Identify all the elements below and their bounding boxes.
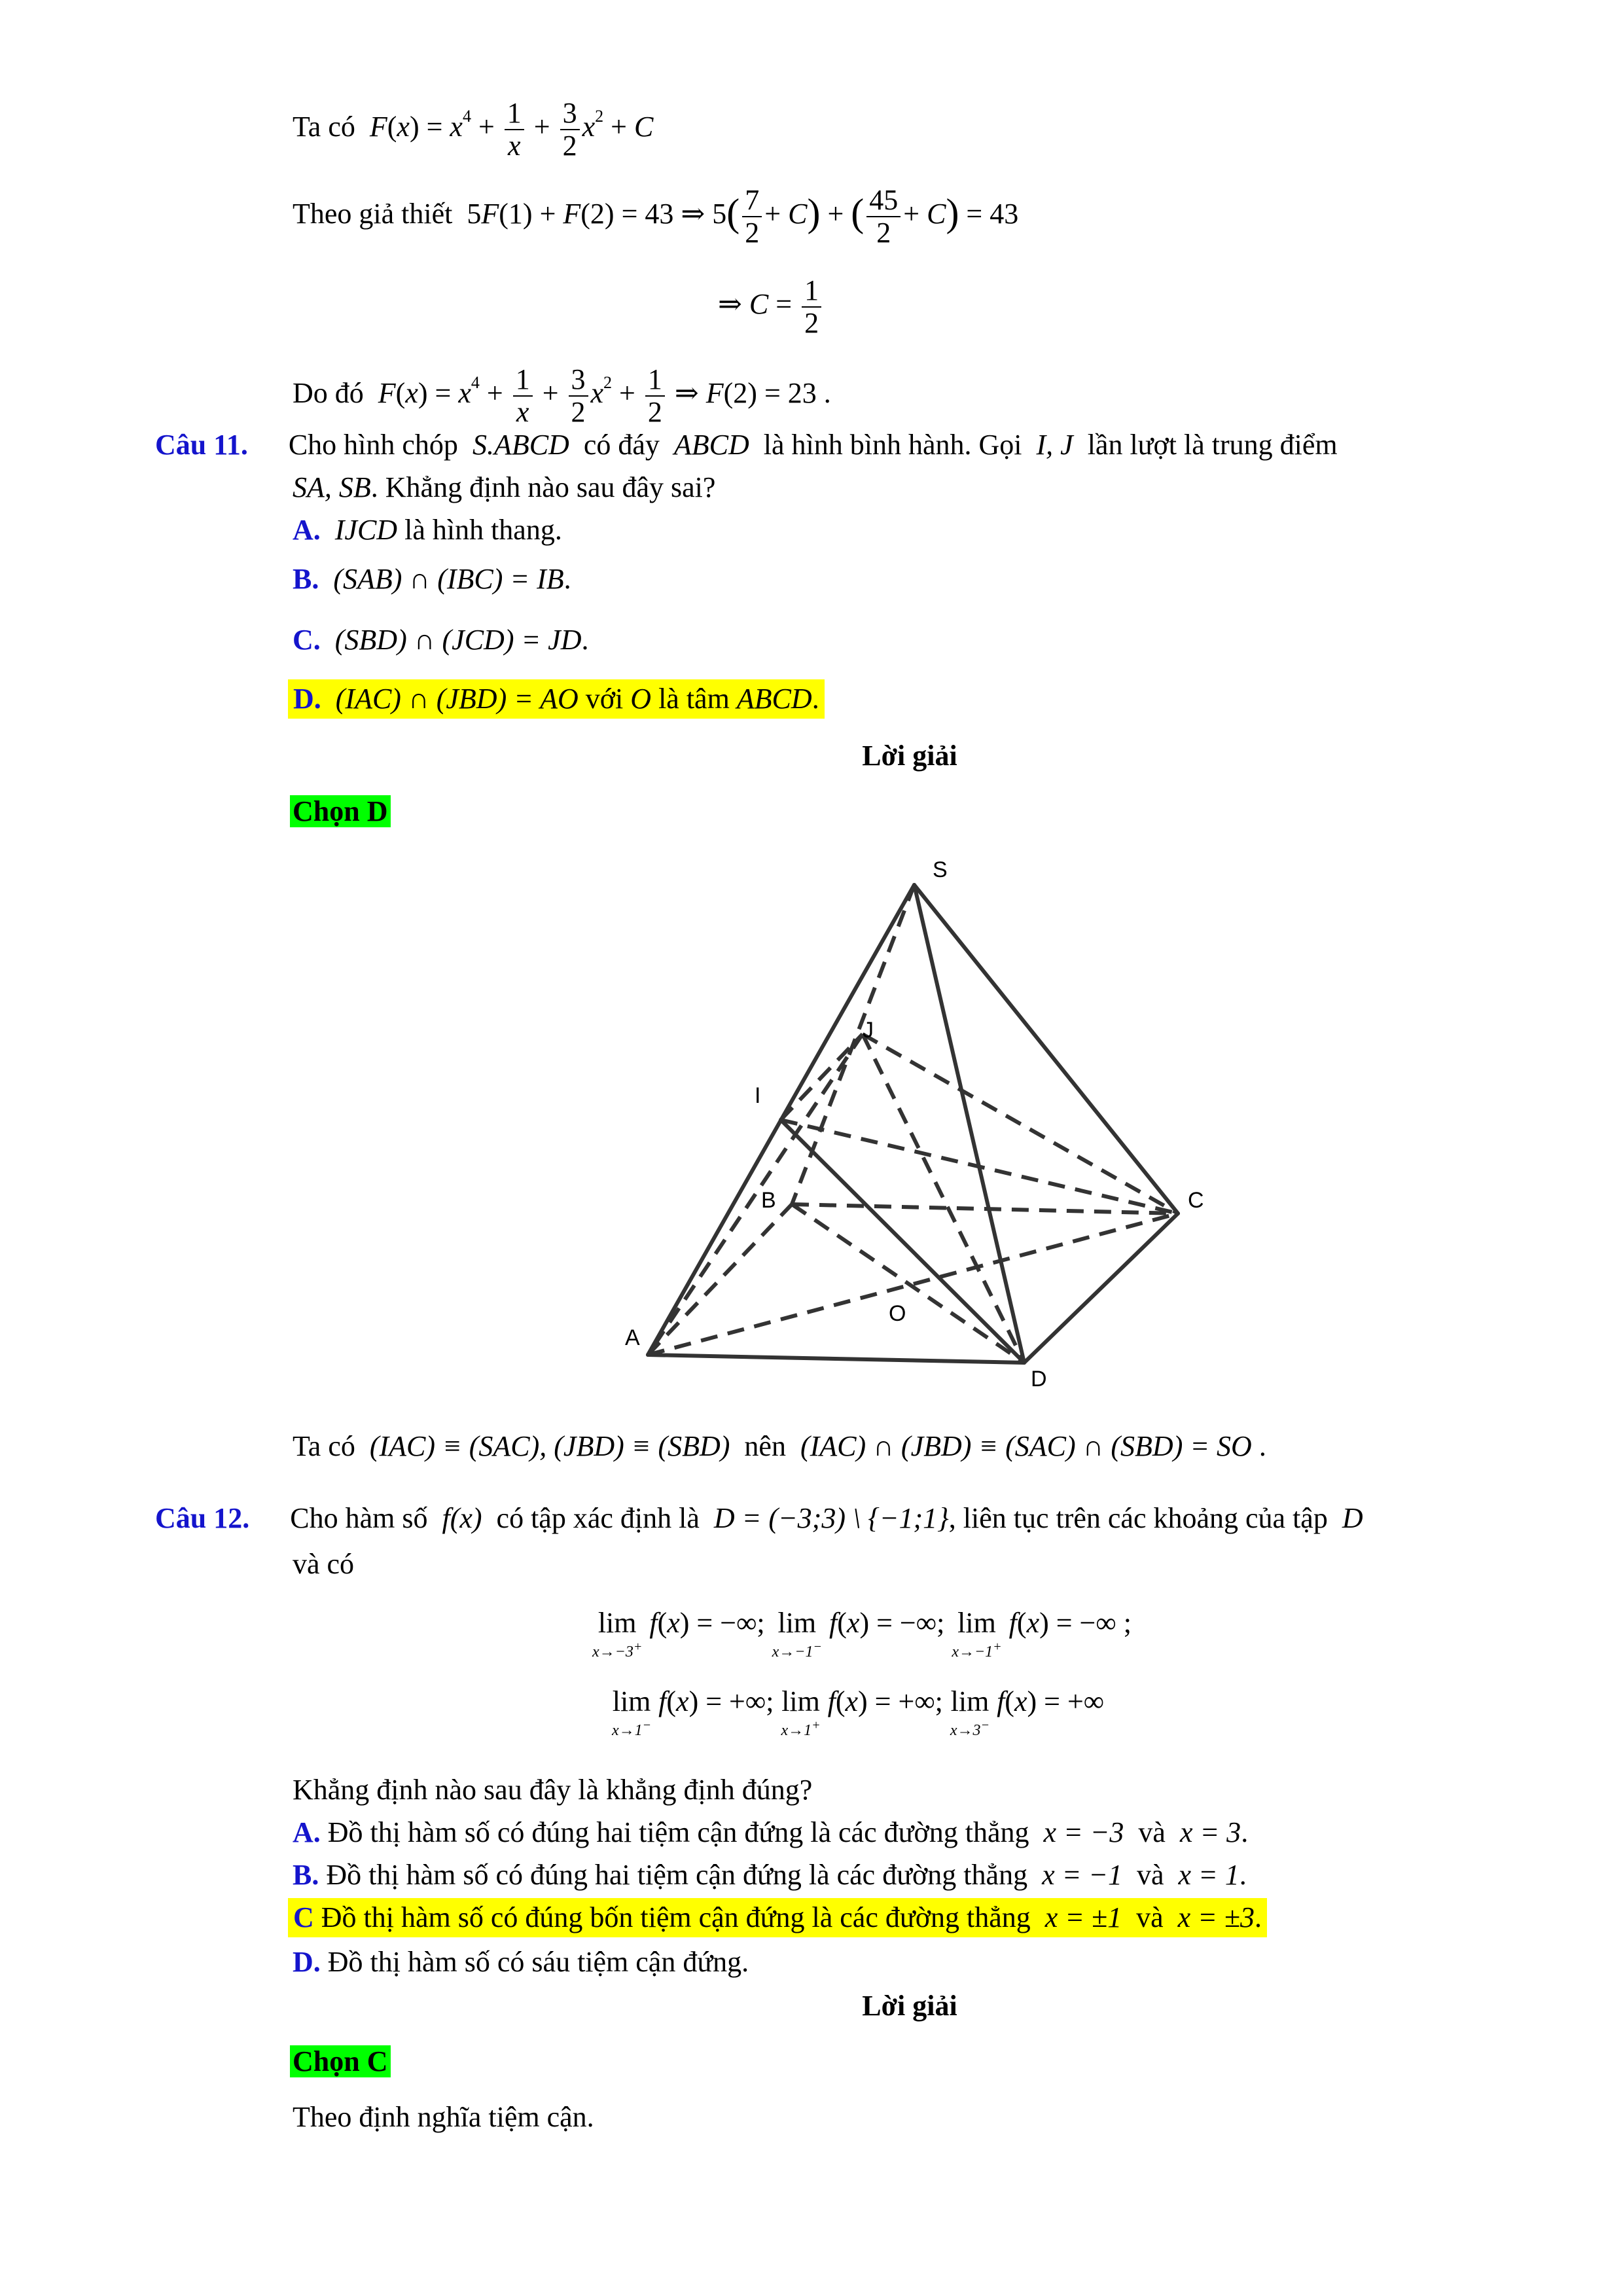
label-I: I [755,1083,761,1108]
edge-AC [648,1213,1178,1355]
q12-solution-heading: Lời giải [862,1990,957,2022]
line-F2: Do đó $F(x) = x^4$ + $\frac{1}{x}$ + $\frac{3}{2}$ $x^2$ + $\frac{1}{2}$ ⇒ F(2) = 23 . [293,363,831,428]
q11-option-a: A. IJCD là hình thang. [293,514,562,546]
label-D: D [1031,1367,1047,1391]
edge-JA [648,1034,863,1355]
limits-line-1: lim x→−3+ f(x) = −∞; lim x→−1− f(x) = −∞; lim x→−1+ f(x) = −∞ ; [592,1607,1132,1660]
q11-option-b: B. (SAB) ∩ (IBC) = IB. [293,563,571,595]
q12-stem-line1: Câu 12. Cho hàm số f(x) có tập xác định là D = (−3;3) \ {−1;1}, liên tục trên các khoảng của tập D [155,1502,1363,1534]
line-C-value: ⇒ C = $\frac{1}{2}$ [718,275,824,339]
q12-question: Khẳng định nào sau đây là khẳng định đúng? [293,1774,813,1806]
edge-JD [863,1034,1024,1363]
label-J: J [863,1018,874,1043]
q12-option-c-highlighted: C Đồ thị hàm số có đúng bốn tiệm cận đứng là các đường thẳng x = ±1 và x = ±3. [288,1898,1267,1937]
q12-stem-line2: và có [293,1548,355,1580]
q12-label: Câu 12. [155,1502,250,1534]
edge-SD [914,885,1024,1363]
label-B: B [761,1188,776,1213]
q12-option-d: D. Đồ thị hàm số có sáu tiệm cận đứng. [293,1946,749,1978]
edge-BD [792,1204,1024,1363]
q11-stem-line1: Câu 11. Cho hình chóp S.ABCD có đáy ABCD là hình bình hành. Gọi I, J lần lượt là trung điểm [155,429,1338,461]
label-S: S [933,857,948,882]
q12-option-a: A. Đồ thị hàm số có đúng hai tiệm cận đứng là các đường thẳng x = −3 và x = 3. [293,1816,1249,1848]
q11-label: Câu 11. [155,429,248,461]
edge-JC [863,1034,1178,1213]
q12-answer: Chọn C [290,2042,391,2081]
label-C: C [1188,1188,1204,1213]
q11-solution-heading: Lời giải [862,740,957,772]
edge-IC [781,1120,1178,1213]
edge-ID [781,1120,1024,1363]
q11-answer: Chọn D [290,792,391,831]
q12-explanation: Theo định nghĩa tiệm cận. [293,2101,594,2133]
q11-option-c: C. (SBD) ∩ (JCD) = JD. [293,624,589,656]
edge-BC [792,1204,1178,1213]
q11-option-d-highlighted: D. (IAC) ∩ (JBD) = AO với O là tâm ABCD. [288,679,825,719]
limits-line-2: lim x→1− f(x) = +∞; lim x→1+ f(x) = +∞; lim x→3− f(x) = +∞ [612,1685,1105,1739]
line-F-expression: Ta có $F(x) = x^4$ + $\frac{1}{x}$ + $\frac{3}{2}$ $x^2 + C$ [293,96,654,162]
q11-stem-line2: SA, SB. Khẳng định nào sau đây sai? [293,471,716,503]
label-A: A [625,1325,640,1350]
pyramid-figure [602,844,1217,1401]
label-O: O [889,1301,906,1326]
edge-AD [648,1355,1024,1363]
q12-option-b: B. Đồ thị hàm số có đúng hai tiệm cận đứng là các đường thẳng x = −1 và x = 1. [293,1859,1247,1891]
q11-conclusion: Ta có (IAC) ≡ (SAC), (JBD) ≡ (SBD) nên (IAC) ∩ (JBD) ≡ (SAC) ∩ (SBD) = SO . [293,1430,1266,1462]
edge-SB [792,885,914,1204]
line-hypothesis: Theo giả thiết 5F(1) + F(2) = 43 ⇒ 5( $\frac{7}{2}$ + C) + ( $\frac{45}{2}$ + C) = 43 [293,184,1019,249]
